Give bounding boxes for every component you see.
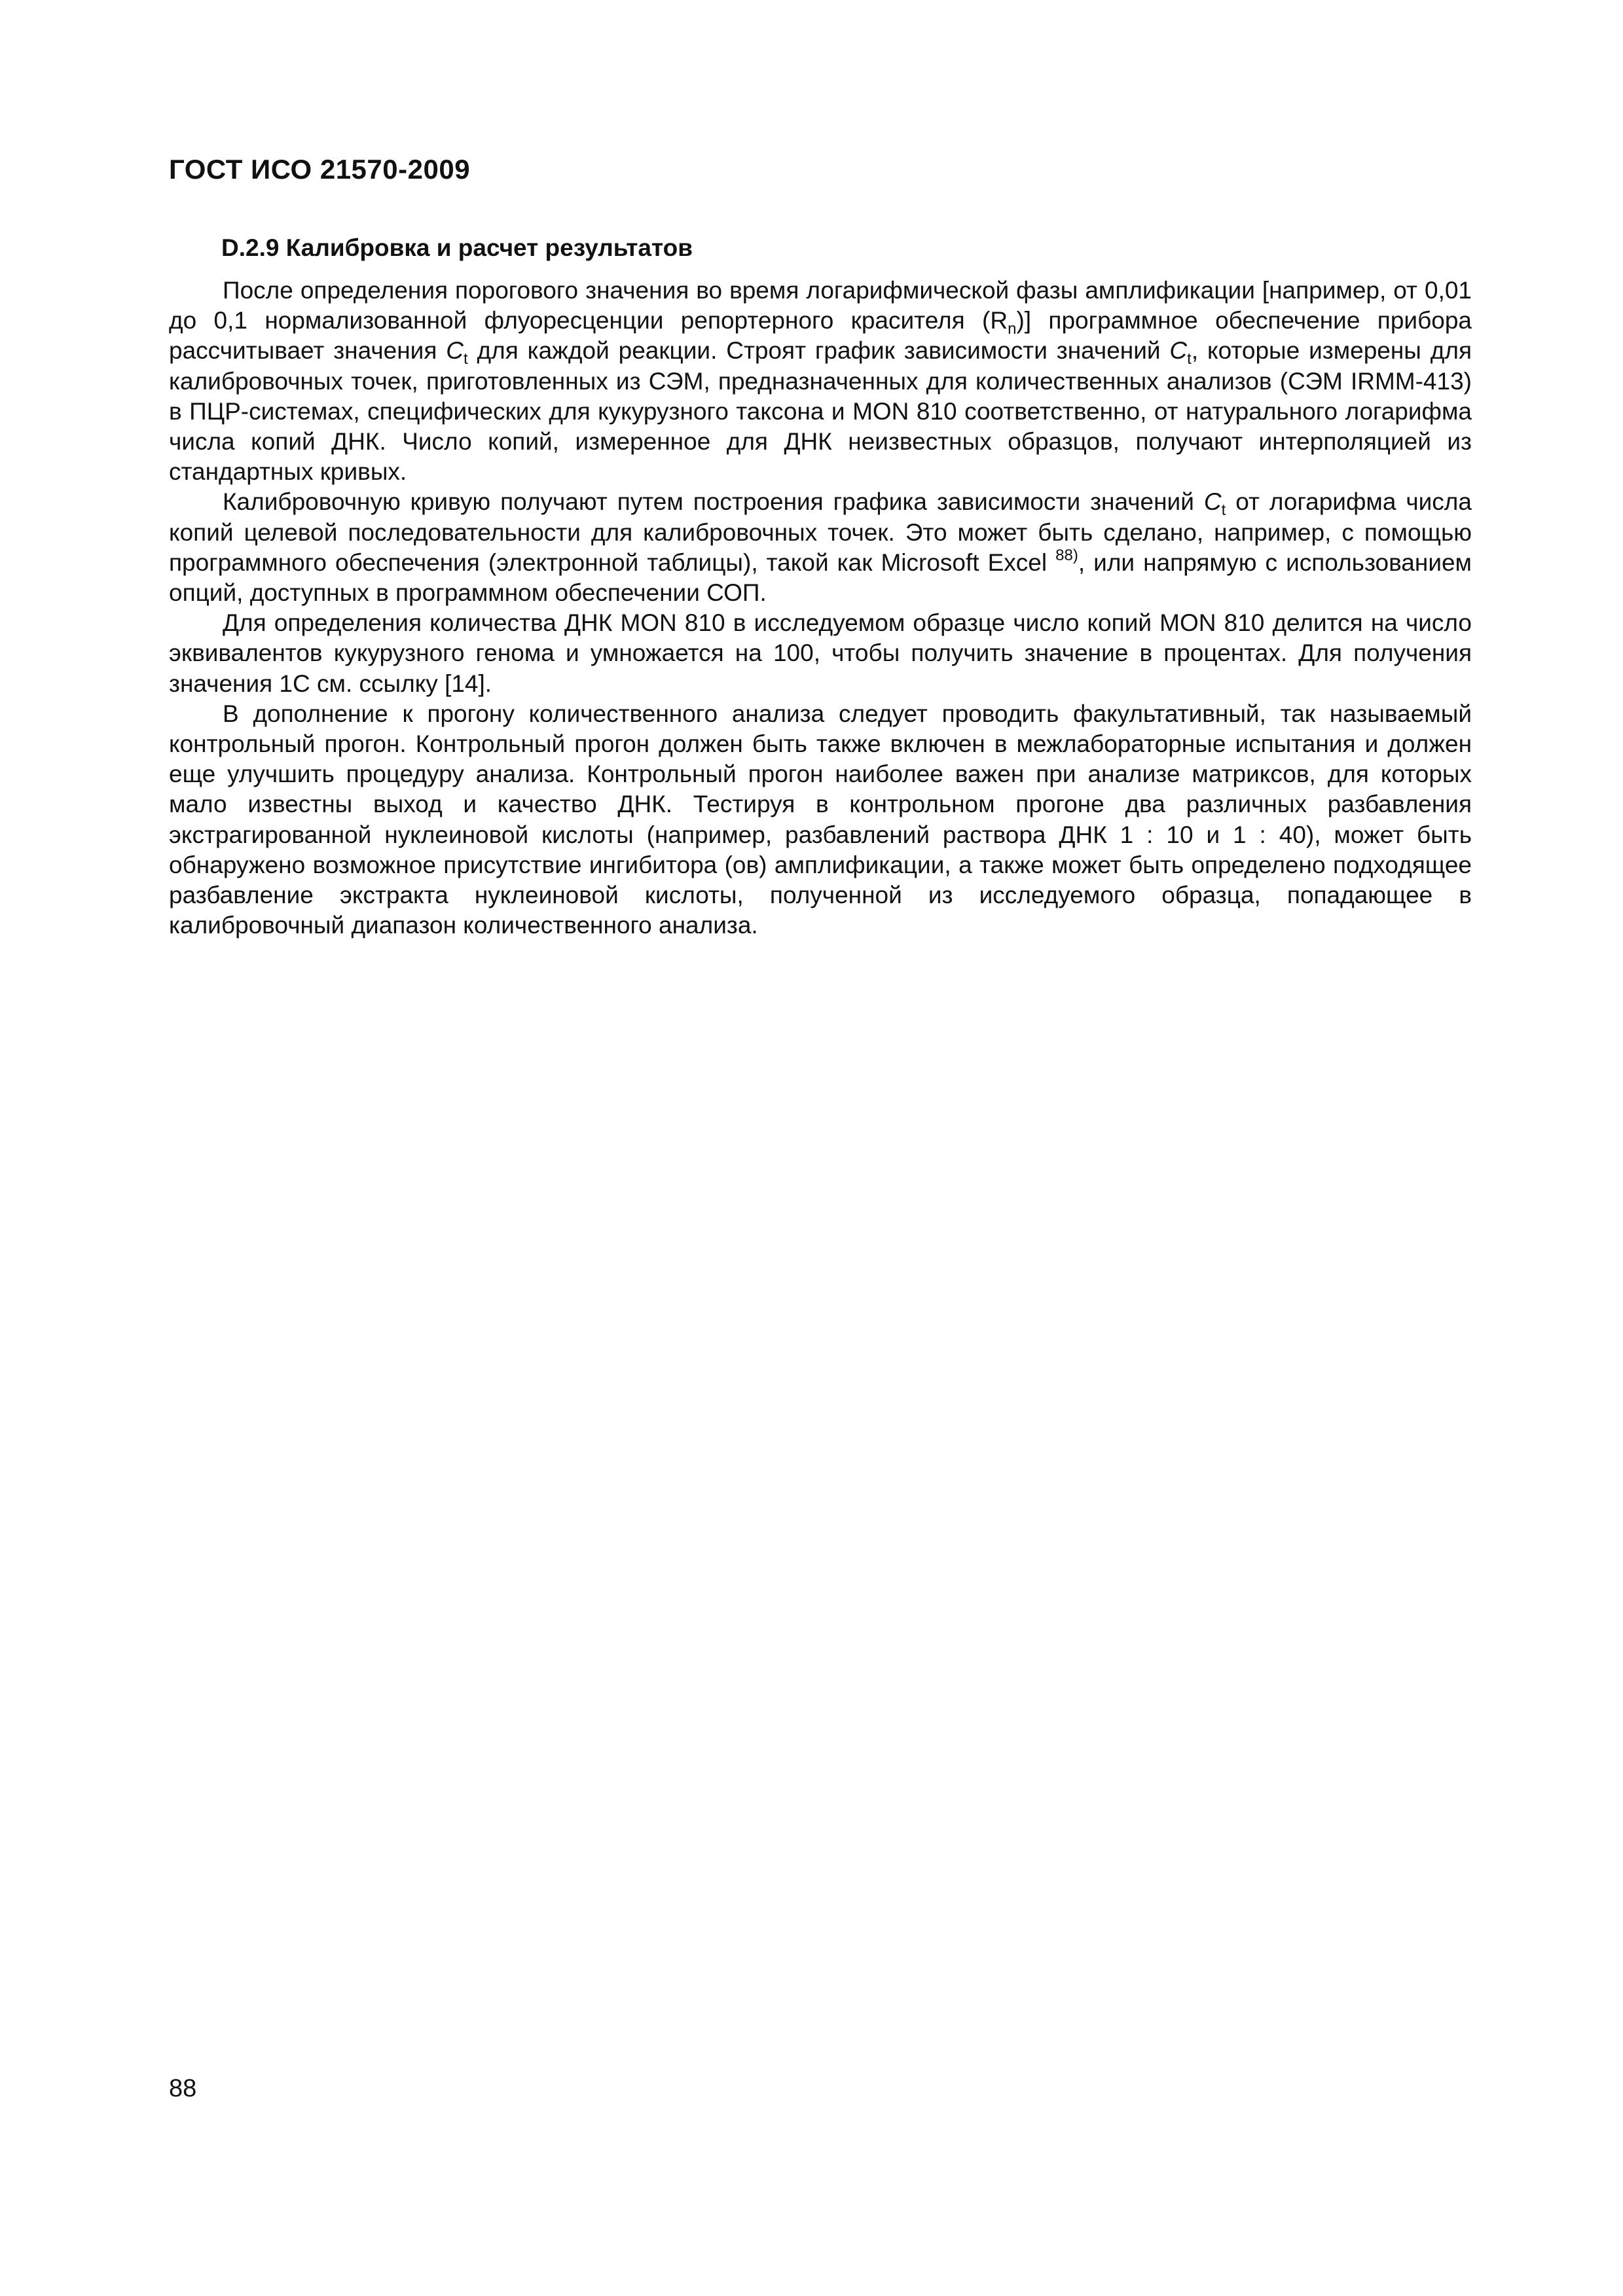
paragraph-1-text-a: После определения порогового значения во время логарифмической фазы амплификации [например, от 0,01 до 0,1 нормализованной флуоресценции репортерного красителя (R [169, 277, 1472, 334]
paragraph-4: В дополнение к прогону количественного анализа следует проводить факультативный, так называемый контрольный прогон. Контрольный прогон должен быть также включен в межлабораторные испытания и должен еще улучшить процедуру анализа. Контрольный прогон наиболее важен при анализе матриксов, для которых мало известны выход и качество ДНК. Тестируя в контрольном прогоне два различных разбавления экстрагированной нуклеиновой кислоты (например, разбавлений раствора ДНК 1 : 10 и 1 : 40), может быть обнаружено возможное присутствие ингибитора (ов) амплификации, а также может быть определено подходящее разбавление экстракта нуклеиновой кислоты, полученной из исследуемого образца, попадающее в калибровочный диапазон количественного анализа. [169, 700, 1472, 939]
main-content [169, 232, 1472, 941]
ct-subscript: t [1221, 501, 1226, 520]
paragraph-1-text-b: )] программное обеспечение прибора рассчитывает значения [169, 307, 1472, 365]
paragraph-2-text-a: Калибровочную кривую получают путем построения графика зависимости значений [223, 488, 1204, 516]
section-heading: D.2.9 Калибровка и расчет результатов [221, 234, 693, 261]
paragraph-3: Для определения количества ДНК MON 810 в исследуемом образце число копий MON 810 делится на число эквивалентов кукурузного генома и умножается на 100, чтобы получить значение в процентах. Для получения значения 1С см. ссылку [14]. [169, 609, 1472, 697]
document-title: ГОСТ ИСО 21570-2009 [169, 154, 471, 185]
paragraph-1 [169, 276, 1472, 487]
footnote-reference: 88) [1055, 546, 1078, 564]
paragraph-2 [169, 487, 1472, 608]
ct-symbol: C [446, 337, 464, 365]
paragraph-1-text-c: для каждой реакции. Строят график зависимости значений [467, 337, 1170, 365]
rn-subscript: n [1008, 320, 1017, 338]
paragraph-2-text-b: от логарифма числа копий целевой последовательности для калибровочных точек. Это может быть сделано, например, с помощью программного обеспечения (электронной таблицы), такой как Microsoft Excel [169, 488, 1472, 576]
ct-subscript: t [463, 350, 468, 368]
ct-symbol: C [1203, 488, 1222, 516]
ct-subscript: t [1187, 350, 1192, 368]
paragraph-2-text-c: , или напрямую с использованием опций, доступных в программном обеспечении СОП. [169, 548, 1472, 607]
ct-symbol: C [1169, 337, 1188, 365]
page-number: 88 [169, 2075, 197, 2102]
paragraph-1-text-d: , которые измерены для калибровочных точек, приготовленных из СЭМ, предназначенных для количественных анализов (СЭМ IRMM-413) в ПЦР-системах, специфических для кукурузного таксона и MON 810 соответственно, от натурального логарифма числа копий ДНК. Число копий, измеренное для ДНК неизвестных образцов, получают интерполяцией из стандартных кривых. [169, 337, 1472, 486]
